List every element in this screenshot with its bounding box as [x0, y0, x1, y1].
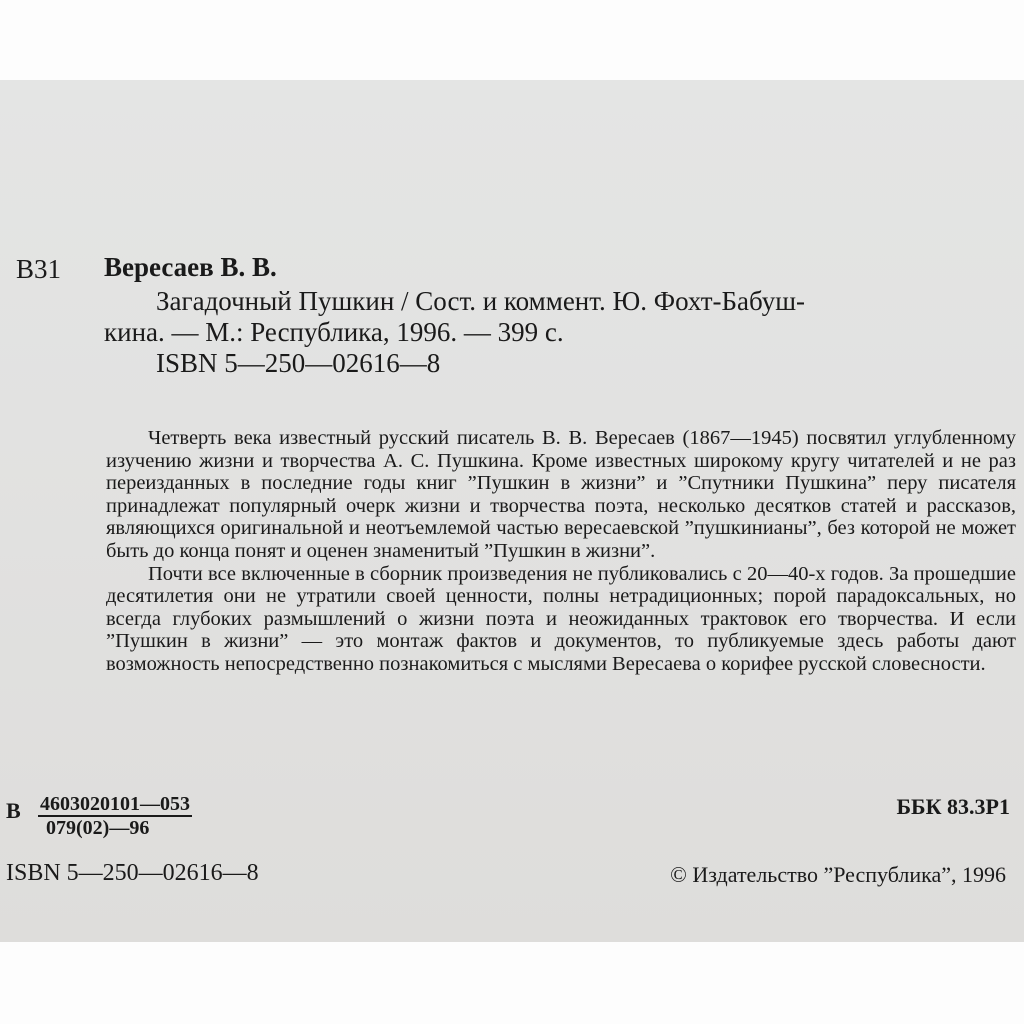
bibliographic-description	[104, 286, 1024, 379]
classification-letter: В	[6, 798, 21, 823]
abstract-paragraph: Почти все включенные в сборник произведения не публиковались с 20—40-х годов. За прошедшие десятилетия они не утратили своей ценности, полны нетрадиционных; порой парадоксальных, но всегда глубоких размышлений о жизни поэта и неожиданных трактовок его творчества. И если ”Пушкин в жизни” — это монтаж фактов и документов, то публикуемые здесь работы дают возможность непосредственно познакомиться с мыслями Вересаева о корифее русской словесности.	[106, 562, 1016, 675]
catalog-index-code: В31	[16, 254, 62, 284]
classification-fraction	[38, 793, 192, 839]
bibliographic-line: Загадочный Пушкин / Сост. и коммент. Ю. Фохт-Бабуш-	[156, 286, 806, 316]
bibliographic-line: кина. — М.: Республика, 1996. — 399 с.	[104, 317, 564, 347]
author-heading: Вересаев В. В.	[104, 252, 277, 282]
bleed-through-text	[10, 80, 1024, 248]
book-page	[0, 80, 1024, 942]
fraction-numerator: 4603020101—053	[40, 793, 190, 815]
abstract	[106, 427, 1016, 676]
bbk-code: ББК 83.3Р1	[896, 794, 1010, 819]
isbn-line: ISBN 5—250—02616—8	[156, 348, 441, 378]
copyright-notice: © Издательство ”Республика”, 1996	[670, 862, 1006, 887]
fraction-denominator: 079(02)—96	[46, 817, 150, 839]
isbn-footer: ISBN 5—250—02616—8	[6, 860, 259, 886]
abstract-paragraph: Четверть века известный русский писатель В. В. Вересаев (1867—1945) посвятил углубленному изучению жизни и творчества А. С. Пушкина. Кроме известных широкому кругу читателей и не раз переизданных в последние годы книг ”Пушкин в жизни” и ”Спутники Пушкина” перу писателя принадлежат популярный очерк жизни и творчества поэта, несколько десятков статей и рассказов, являющихся оригинальной и неотъемлемой частью вересаевской ”пушкинианы”, без которой не может быть до конца понят и оценен знаменитый ”Пушкин в жизни”.	[106, 427, 1016, 562]
